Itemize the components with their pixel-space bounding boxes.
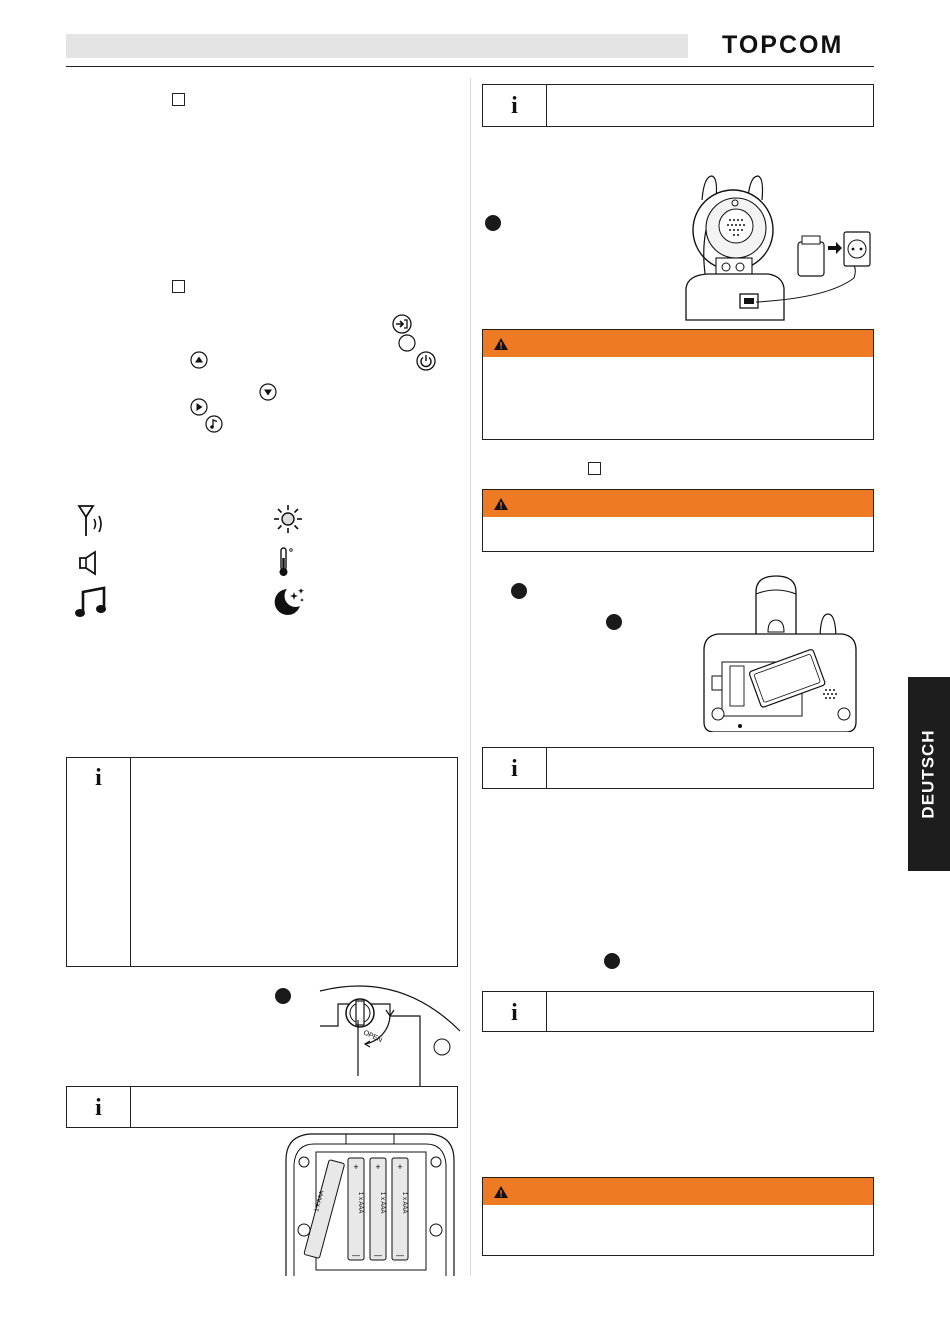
speaker-icon: [78, 550, 102, 581]
blank-circle-icon: [398, 334, 416, 357]
lullaby-icon: [74, 586, 108, 625]
info-note-content: [131, 758, 457, 966]
step-bullet: [604, 953, 620, 969]
column-divider: [470, 78, 471, 1276]
info-icon-cell: [483, 85, 547, 126]
info-note-box-top: [482, 84, 874, 127]
battery-minus-label: —: [352, 1251, 360, 1260]
checkbox-icon: [172, 93, 185, 106]
battery-aaa-label: 1 x AAA: [357, 1192, 363, 1214]
info-icon-cell: [483, 748, 547, 788]
signal-antenna-icon: [76, 503, 108, 542]
info-note-content: [547, 748, 873, 788]
info-icon: i: [95, 765, 102, 791]
info-icon-cell: [483, 992, 547, 1031]
warning-icon: [493, 337, 509, 351]
info-icon: i: [511, 93, 518, 119]
header-bar: [66, 34, 688, 58]
battery-minus-label: —: [396, 1251, 404, 1260]
step-bullet: [511, 583, 527, 599]
power-icon: [416, 351, 436, 376]
warning-box: [482, 489, 874, 552]
battery-plus-label: +: [397, 1162, 403, 1172]
warning-box: [482, 329, 874, 440]
info-icon: i: [511, 756, 518, 782]
language-tab-label: DEUTSCH: [919, 729, 939, 819]
battery-aaa-label: 1 x AAA: [314, 1190, 326, 1213]
info-icon: i: [511, 1000, 518, 1026]
info-note-box: [482, 747, 874, 789]
step-bullet: [275, 988, 291, 1004]
info-note-box-small: [66, 1086, 458, 1128]
info-note-box: [66, 757, 458, 967]
battery-aaa-label: 1 x AAA: [379, 1192, 385, 1214]
info-note-content: [547, 992, 873, 1031]
down-arrow-icon: [259, 383, 277, 406]
info-icon-cell: [67, 758, 131, 966]
camera-power-adapter-diagram: [678, 170, 874, 331]
header-rule: [66, 66, 874, 67]
lock-open-label: OPEN: [362, 1029, 384, 1045]
battery-aaa-label: 1 x AAA: [401, 1192, 407, 1214]
up-arrow-icon: [190, 351, 208, 374]
step-bullet: [485, 215, 501, 231]
info-icon: i: [95, 1095, 102, 1121]
battery-plus-label: +: [353, 1162, 359, 1172]
warning-header: [483, 1178, 873, 1205]
warning-header: [483, 490, 873, 517]
warning-icon: [493, 1185, 509, 1199]
warning-box: [482, 1177, 874, 1256]
parent-unit-battery-diagram: [700, 572, 860, 737]
battery-minus-label: —: [374, 1251, 382, 1260]
info-note-content: [131, 1087, 457, 1127]
checkbox-icon: [588, 462, 601, 475]
language-tab[interactable]: [908, 677, 950, 871]
battery-compartment-diagram: [280, 1130, 460, 1283]
brightness-icon: [272, 503, 304, 540]
info-note-box: [482, 991, 874, 1032]
battery-plus-label: +: [375, 1162, 381, 1172]
warning-header: [483, 330, 873, 357]
step-bullet: [606, 614, 622, 630]
info-note-content: [547, 85, 873, 126]
brand-logo: TOPCOM: [722, 31, 844, 59]
music-note-icon: [205, 415, 223, 438]
thermometer-icon: [276, 546, 296, 583]
warning-icon: [493, 497, 509, 511]
night-mode-icon: [272, 586, 306, 623]
battery-cover-lock-diagram: [290, 976, 470, 1091]
checkbox-icon: [172, 280, 185, 293]
info-icon-cell: [67, 1087, 131, 1127]
